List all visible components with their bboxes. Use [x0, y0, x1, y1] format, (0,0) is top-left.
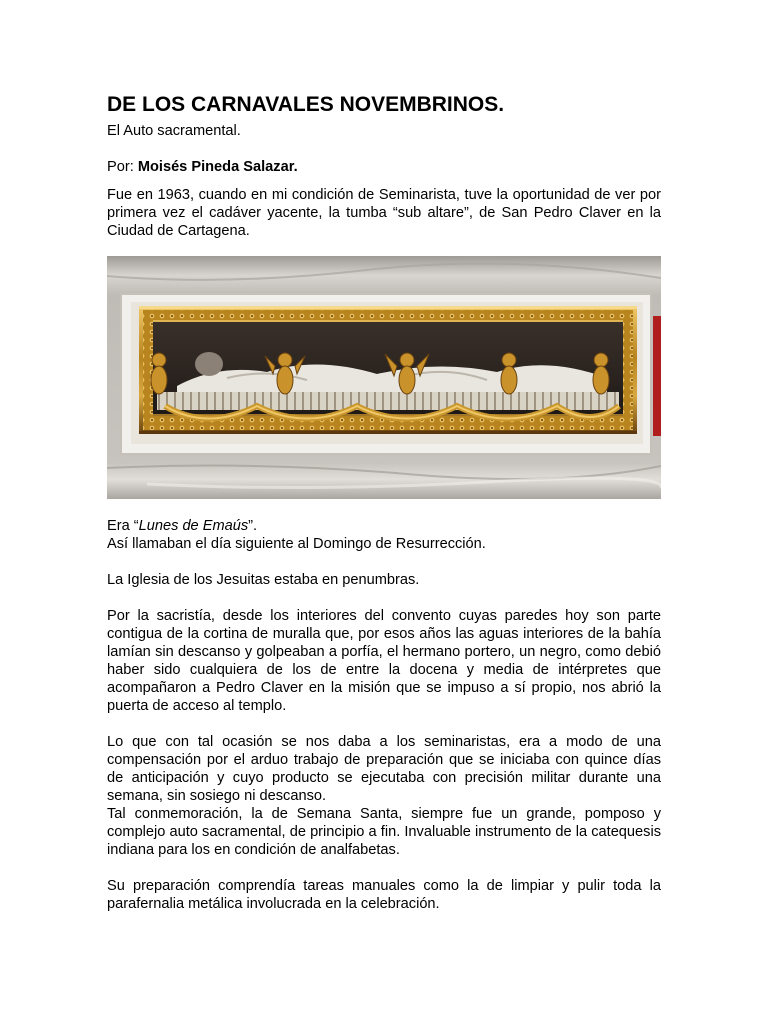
caption-italic: Lunes de Emaús	[138, 518, 249, 534]
paragraph-1: La Iglesia de los Jesuitas estaba en penumbras.	[107, 572, 420, 588]
article-subtitle: El Auto sacramental.	[107, 123, 241, 139]
caption-line-2: Así llamaban el día siguiente al Domingo de Resurrección.	[107, 536, 486, 552]
article-title: DE LOS CARNAVALES NOVEMBRINOS.	[107, 93, 505, 116]
caption-line-1: Era “Lunes de Emaús”.	[107, 518, 258, 534]
paragraph-2: Por la sacristía, desde los interiores del convento cuyas paredes hoy son parte contigua de la cortina de muralla que, por esos años las aguas interiores de la bahía lamían sin descanso y golpeaban a porfía, el hermano portero, un negro, como debió haber sido cualquiera de los de entre la docena y media de intérpretes que acompañaron a Pedro Claver en la misión que se impuso a sí propio, nos abrió la puerta de acceso al templo.	[107, 608, 661, 714]
paragraph-4: Tal conmemoración, la de Semana Santa, siempre fue un grande, pomposo y complejo auto sacramental, de principio a fin. Invaluable instrumento de la catequesis indiana para los en condición de analfabetas.	[107, 806, 661, 858]
intro-paragraph: Fue en 1963, cuando en mi condición de Seminarista, tuve la oportunidad de ver por primera vez el cadáver yacente, la tumba “sub altare”, de San Pedro Claver en la Ciudad de Cartagena.	[107, 187, 661, 239]
document-page	[107, 92, 661, 913]
author-name: Moisés Pineda Salazar.	[137, 159, 298, 175]
paragraph-3: Lo que con tal ocasión se nos daba a los seminaristas, era a modo de una compensación por el arduo trabajo de preparación que se iniciaba con quince días de anticipación y cuyo producto se ejecutaba con precisión militar durante una semana, sin sosiego ni descanso.	[107, 734, 661, 804]
byline	[107, 158, 661, 176]
byline-prefix: Por:	[107, 159, 138, 175]
reliquary-photo	[107, 256, 661, 499]
paragraph-5: Su preparación comprendía tareas manuales como la de limpiar y pulir toda la parafernalia metálica involucrada en la celebración.	[107, 878, 661, 912]
